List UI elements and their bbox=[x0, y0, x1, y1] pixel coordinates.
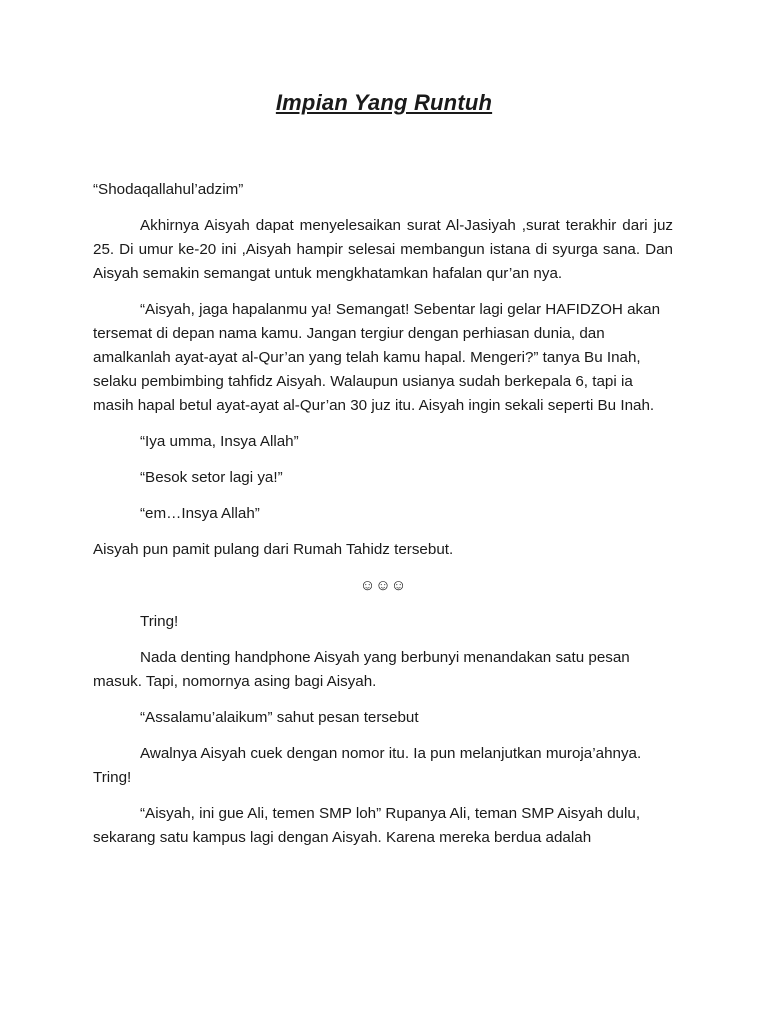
paragraph: “Assalamu’alaikum” sahut pesan tersebut bbox=[140, 709, 419, 726]
paragraph: “Aisyah, jaga hapalanmu ya! Semangat! Sebentar lagi gelar HAFIDZOH akan tersemat di depan nama kamu. Jangan tergiur dengan perhiasan dunia, dan amalkanlah ayat-ayat al-Qur’an yang telah kamu hapal. Mengeri?” tanya Bu Inah, selaku pembimbing tahfidz Aisyah. Walaupun usianya sudah berkepala 6, tapi ia masih hapal betul ayat-ayat al-Qur’an 30 juz itu. Aisyah ingin sekali seperti Bu Inah. bbox=[93, 301, 661, 414]
paragraph: Awalnya Aisyah cuek dengan nomor itu. Ia pun melanjutkan muroja’ahnya. Tring! bbox=[93, 745, 642, 786]
document-title: Impian Yang Runtuh bbox=[275, 90, 493, 115]
paragraph: “Besok setor lagi ya!” bbox=[140, 469, 283, 486]
paragraph: “em…Insya Allah” bbox=[140, 505, 260, 522]
paragraph: Tring! bbox=[140, 613, 179, 630]
scene-break-emoticons: ☺☺☺ bbox=[359, 577, 407, 594]
paragraph: Nada denting handphone Aisyah yang berbunyi menandakan satu pesan masuk. Tapi, nomornya asing bagi Aisyah. bbox=[93, 649, 630, 690]
paragraph: Aisyah pun pamit pulang dari Rumah Tahidz tersebut. bbox=[93, 541, 454, 558]
paragraph: Akhirnya Aisyah dapat menyelesaikan surat Al-Jasiyah ,surat terakhir dari juz 25. Di umur ke-20 ini ,Aisyah hampir selesai membangun istana di syurga sana. Dan Aisyah semakin semangat untuk mengkhatamkan hafalan qur’an nya. bbox=[93, 217, 673, 282]
document-body bbox=[93, 178, 673, 862]
paragraph: “Shodaqallahul’adzim” bbox=[93, 181, 244, 198]
paragraph: “Aisyah, ini gue Ali, temen SMP loh” Rupanya Ali, teman SMP Aisyah dulu, sekarang satu kampus lagi dengan Aisyah. Karena mereka berdua adalah bbox=[93, 805, 641, 846]
paragraph: “Iya umma, Insya Allah” bbox=[140, 433, 299, 450]
